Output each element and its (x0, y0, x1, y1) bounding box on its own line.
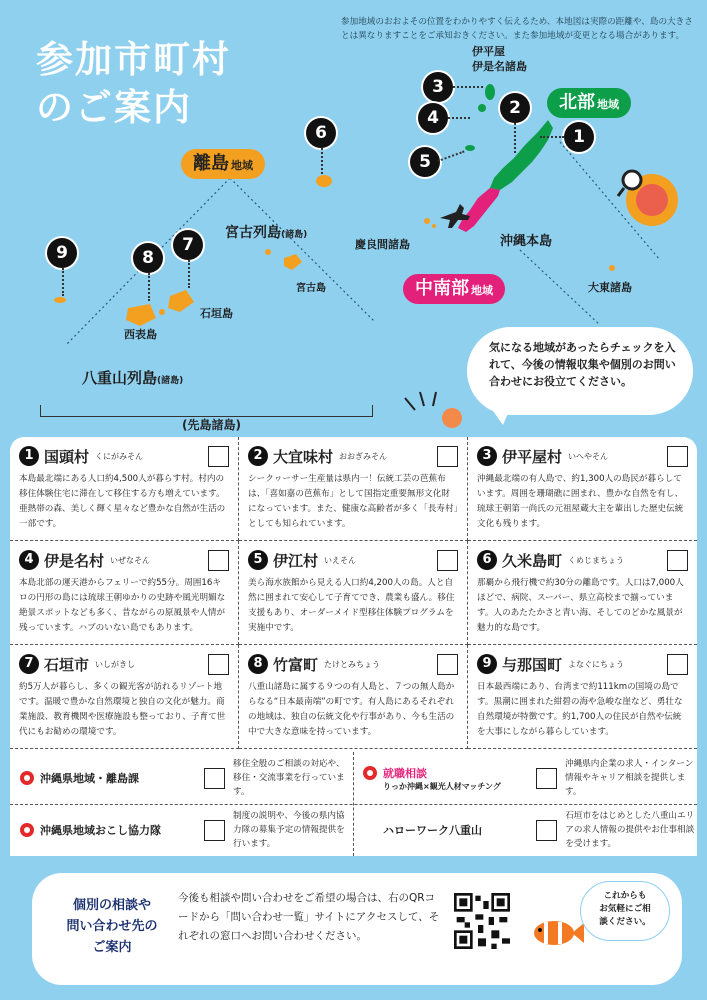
card-name: 国頭村 (44, 447, 90, 466)
checkbox-contact-chiiki-rito[interactable] (204, 768, 225, 789)
municipality-card (239, 645, 468, 749)
contact-row (363, 804, 697, 856)
card-kana: いえそん (324, 555, 357, 565)
contact-row (20, 804, 360, 856)
checkbox-contact-shushoku[interactable] (536, 768, 557, 789)
card-kana: いへやそん (568, 451, 609, 461)
okinawa-pref-logo-icon (20, 771, 34, 785)
card-number: 3 (477, 446, 497, 466)
contact-org-sub: りっか沖縄×観光人材マッチング (383, 781, 501, 791)
contact-org: ハローワーク八重山 (383, 824, 482, 837)
label-daito: 大東諸島 (588, 281, 632, 294)
card-name: 伊江村 (273, 551, 319, 570)
miyako-shape (284, 254, 302, 270)
contact-org: 沖縄県地域おこし協力隊 (20, 822, 196, 838)
municipality-grid (10, 437, 697, 752)
card-desc: 本島北部の運天港からフェリーで約55分。周囲16キロの円形の島には琉球王朝ゆかりの史跡や風光明媚な絶景スポットなども多く、昔ながらの原風景や人情が残っています。ハブのいない島でもあります。 (19, 578, 226, 633)
label-miyako-islands: 宮古列島(諸島) (225, 225, 308, 241)
ie-shape (465, 145, 475, 151)
checkbox-ishigaki[interactable] (208, 654, 229, 675)
clownfish-icon (526, 911, 586, 951)
card-desc: 那覇から飛行機で約30分の離島です。人口は7,000人ほどで、病院、スーパー、県立高校まで揃っています。人のあたたかさと青い海、そしてのどかな風景が魅力的な島です。 (477, 578, 684, 633)
card-number: 7 (19, 654, 39, 674)
card-kana: いぜなそん (110, 555, 151, 565)
municipality-card (468, 645, 697, 749)
contact-org: 就職相談 りっか沖縄×観光人材マッチング (363, 765, 528, 792)
municipality-card (239, 437, 468, 541)
label-iriomote: 西表島 (124, 328, 157, 341)
municipality-card (10, 541, 239, 645)
pin-9: 9 (47, 238, 77, 268)
region-north-badge: 北部 地域 (547, 88, 631, 118)
card-desc: 美ら海水族館から見える人口約4,200人の島。人と自然に囲まれて安心して子育てでき、農業も盛ん。移住支援もあり、オーダーメイド型移住体験プログラムを実施中です。 (248, 578, 455, 633)
map-notice: 参加地域のおおよその位置をわかりやすく伝えるため、本地図は実際の距離や、島の大きさとは異なりますことをご承知おきください。また参加地域が変更となる場合があります。 (341, 17, 693, 41)
footer-panel (32, 873, 682, 985)
izena-shape (478, 104, 486, 112)
label-kerama: 慶良間諸島 (355, 238, 410, 251)
card-name: 竹富町 (273, 655, 319, 674)
checkbox-ogimi[interactable] (437, 446, 458, 467)
map-area (0, 0, 707, 440)
pin-6: 6 (306, 118, 336, 148)
checkbox-kumejima[interactable] (667, 550, 688, 571)
card-name: 大宜味村 (273, 447, 334, 466)
card-name: 久米島町 (502, 551, 563, 570)
pin-5: 5 (410, 147, 440, 177)
card-number: 6 (477, 550, 497, 570)
label-ishigaki: 石垣島 (200, 307, 233, 320)
card-number: 9 (477, 654, 497, 674)
kume-shape (316, 175, 332, 187)
card-desc: 沖縄最北端の有人島で、約1,300人の島民が暮らしています。周囲を珊瑚礁に囲まれ、豊かな自然を有し、琉球王朝第一尚氏の元祖屋蔵大主を輩出した歴史伝統文化も残ります。 (477, 474, 684, 529)
daito-shape (609, 265, 615, 271)
municipality-card (468, 541, 697, 645)
pin-1: 1 (564, 122, 594, 152)
card-kana: おおぎみそん (339, 451, 388, 461)
card-kana: よなぐにちょう (568, 659, 625, 669)
label-yaeyama: 八重山列島(諸島) (82, 369, 184, 387)
municipality-card (468, 437, 697, 541)
card-kana: たけとみちょう (324, 659, 381, 669)
contact-org: 沖縄県地域・離島課 (20, 770, 196, 786)
fish-speech-bubble: これからも お気軽にご相 談ください。 (580, 881, 670, 941)
region-remote-badge: 離島 地域 (181, 149, 265, 179)
card-number: 2 (248, 446, 268, 466)
pin-2: 2 (500, 93, 530, 123)
iriomote-shape (126, 304, 156, 326)
card-desc: 本島最北端にある人口約4,500人が暮らす村。村内の移住体験住宅に滞在して移住する方も増えています。亜熱帯の森、美しく輝く星々など豊かな自然が生活の一部です。 (19, 474, 226, 529)
iheya-shape (485, 84, 495, 100)
contact-info: 移住全般のご相談の対応や、移住・交流事業を行っています。 (233, 759, 345, 797)
card-kana: くにがみそん (95, 451, 144, 461)
card-desc: 八重山諸島に属する９つの有人島と、７つの無人島からなる“日本最南端”の町です。有人島にあるそれぞれの地域は、独自の伝統文化や行事があり、今も生活の中で大きな意味を持っています。 (248, 682, 455, 737)
shisa-mascot-icon (618, 171, 678, 226)
ishigaki-shape (168, 290, 194, 312)
label-okinawa: 沖縄本島 (500, 234, 553, 249)
pointing-hand-icon (405, 392, 462, 428)
municipality-card (10, 645, 239, 749)
checkbox-contact-kyoryokutai[interactable] (204, 820, 225, 841)
qr-code[interactable] (454, 893, 510, 949)
contact-info: 石垣市をはじめとした八重山エリアの求人情報の提供やお仕事相談を受けます。 (565, 811, 695, 849)
okinawa-north-shape (490, 120, 553, 190)
checkbox-contact-hellowork[interactable] (536, 820, 557, 841)
region-mid-badge: 中南部 地域 (403, 274, 505, 304)
card-name: 伊平屋村 (502, 447, 563, 466)
card-number: 8 (248, 654, 268, 674)
label-iheya-izena: 伊平屋 伊是名諸島 (472, 45, 527, 73)
pin-7: 7 (173, 230, 203, 260)
card-kana: いしがきし (95, 659, 136, 669)
card-desc: 約5万人が暮らし、多くの観光客が訪れるリゾート地です。温暖で豊かな自然環境と独自の文化が魅力。商業施設、教育機関や医療施設も整っており、子育て世代にもお勧めの環境です。 (19, 682, 226, 737)
checkbox-ie[interactable] (437, 550, 458, 571)
contacts-vdivider (353, 752, 354, 856)
contact-row (363, 752, 697, 804)
card-number: 5 (248, 550, 268, 570)
pin-4: 4 (418, 103, 448, 133)
municipality-card (239, 541, 468, 645)
okinawa-pref-logo-icon (20, 823, 34, 837)
checkbox-yonaguni[interactable] (667, 654, 688, 675)
checkbox-iheya[interactable] (667, 446, 688, 467)
speech-bubble: 気になる地域があったらチェックを入れて、今後の情報収集や個別のお問い合わせにお役立てください。 (467, 327, 693, 415)
kerama-shape (424, 218, 430, 224)
yonaguni-shape (54, 297, 66, 303)
card-name: 石垣市 (44, 655, 90, 674)
footer-title: 個別の相談や 問い合わせ先の ご案内 (66, 898, 158, 955)
title-line2: のご案内 (36, 86, 192, 129)
pin-3: 3 (423, 72, 453, 102)
card-number: 4 (19, 550, 39, 570)
contact-info: 制度の説明や、今後の県内協力隊の募集予定の情報提供を行います。 (233, 811, 345, 849)
label-sakishima: (先島諸島) (182, 418, 241, 432)
pin-8: 8 (133, 243, 163, 273)
card-desc: シークヮーサー生産量は県内一！伝統工芸の芭蕉布は、「喜如嘉の芭蕉布」として国指定重要無形文化財になっています。また、健康な高齢者が多く「長寿村」としても知られています。 (248, 474, 458, 529)
card-name: 与那国町 (502, 655, 563, 674)
card-number: 1 (19, 446, 39, 466)
title-line1: 参加市町村 (36, 38, 231, 81)
contact-row (20, 752, 360, 804)
checkbox-izena[interactable] (208, 550, 229, 571)
card-name: 伊是名村 (44, 551, 105, 570)
label-miyako: 宮古島 (296, 283, 326, 294)
card-kana: くめじまちょう (568, 555, 625, 565)
card-desc: 日本最西端にあり、台湾まで約111kmの国境の島です。黒潮に囲まれた紺碧の海や急峻な崖など、勇壮な自然環境が特徴です。約1,700人の住民が自然や伝統を大事にしながら暮らしています。 (477, 682, 683, 737)
checkbox-kunigami[interactable] (208, 446, 229, 467)
checkbox-taketomi[interactable] (437, 654, 458, 675)
okinawa-south-shape (458, 188, 500, 232)
contact-info: 沖縄県内企業の求人・インターン情報やキャリア相談を提供します。 (565, 759, 694, 797)
okinawa-pref-logo-icon (363, 766, 377, 780)
municipality-card (10, 437, 239, 541)
footer-text: 今後も相談や問い合わせをご希望の場合は、右のQRコードから「問い合わせ一覧」サイトにアクセスして、それぞれの窓口へお問い合わせください。 (178, 892, 440, 942)
